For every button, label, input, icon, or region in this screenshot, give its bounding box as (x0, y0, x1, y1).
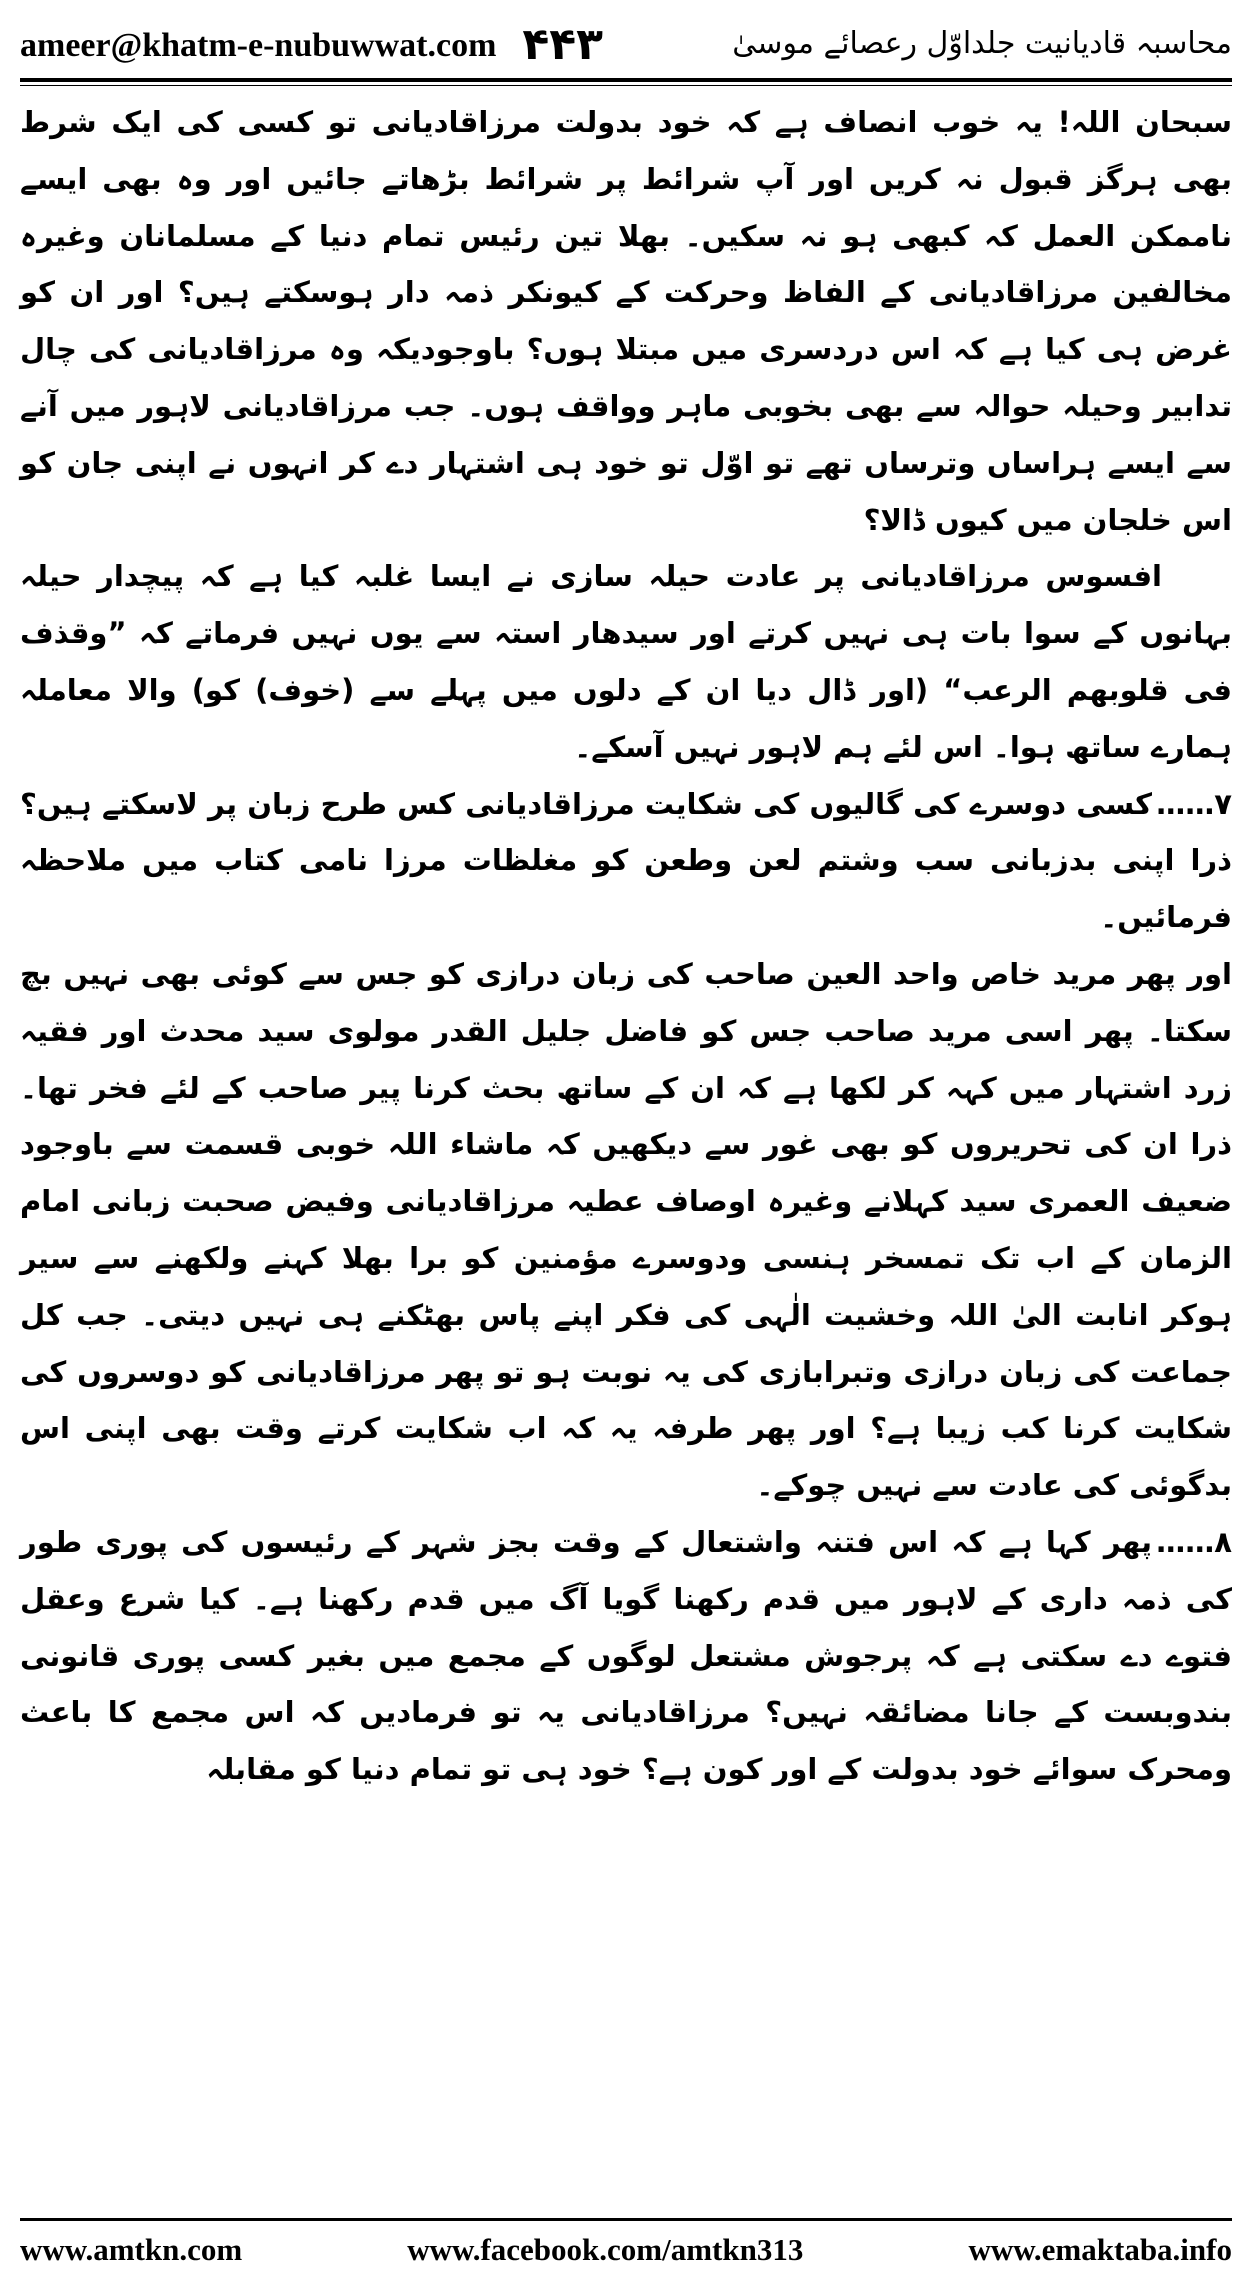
paragraph-1-text: سبحان اللہ! یہ خوب انصاف ہے کہ خود بدولت مرزاقادیانی تو کسی کی ایک شرط بھی ہرگز قبول نہ کریں اور آپ شرائط پر شرائط بڑھاتے جائیں اور وہ بھی ایسے ناممکن العمل کہ کبھی ہو نہ سکیں۔ بھلا تین رئیس تمام دنیا کے مسلمانان وغیرہ مخالفین مرزاقادیانی کے الفاظ وحرکت کے کیونکر ذمہ دار ہوسکتے ہیں؟ اور ان کو غرض ہی کیا ہے کہ اس دردسری میں مبتلا ہوں؟ باوجودیکہ وہ مرزاقادیانی کی چال تدابیر وحیلہ حوالہ سے بھی بخوبی ماہر وواقف ہوں۔ جب مرزاقادیانی لاہور میں آنے سے ایسے ہراساں وترساں تھے تو اوّل تو خود ہی اشتہار دے کر انہوں نے اپنی جان کو اس خلجان میں کیوں ڈالا؟ (20, 105, 1232, 537)
footer-link-emaktaba[interactable]: www.emaktaba.info (968, 2232, 1232, 2267)
paragraph-1 (20, 94, 1232, 548)
page-header (20, 0, 1232, 74)
footer-link-amtkn[interactable]: www.amtkn.com (20, 2232, 243, 2267)
paragraph-4 (20, 946, 1232, 1514)
footer-link-facebook[interactable]: www.facebook.com/amtkn313 (407, 2232, 804, 2267)
paragraph-2-text-after: “ (اور ڈال دیا ان کے دلوں میں پہلے سے (خوف) کو) والا معاملہ ہمارے ساتھ ہوا۔ اس لئے ہم لاہور نہیں آسکے۔ (20, 672, 1232, 764)
header-rule (20, 78, 1232, 86)
paragraph-2-text-before: افسوس مرزاقادیانی پر عادت حیلہ سازی نے ایسا غلبہ کیا ہے کہ پیچدار حیلہ بہانوں کے سوا بات ہی نہیں کرتے اور سیدھار استہ سے یوں نہیں فرماتے کہ ” (20, 559, 1232, 651)
page-footer (20, 2226, 1232, 2274)
book-title: محاسبہ قادیانیت جلداوّل رعصائے موسیٰ (732, 26, 1232, 61)
paragraph-5-text: پھر کہا ہے کہ اس فتنہ واشتعال کے وقت بجز شہر کے رئیسوں کی پوری طور کی ذمہ داری کے لاہور میں قدم رکھنا گویا آگ میں قدم رکھنا ہے۔ کیا شرع وعقل فتوے دے سکتی ہے کہ پرجوش مشتعل لوگوں کے مجمع میں بغیر کسی پوری قانونی بندوبست کے جانا مضائقہ نہیں؟ مرزاقادیانی یہ تو فرمادیں کہ اس مجمع کا باعث ومحرک سوائے خود بدولت کے اور کون ہے؟ خود ہی تو تمام دنیا کو مقابلہ (20, 1524, 1232, 1787)
paragraph-3-text: کسی دوسرے کی گالیوں کی شکایت مرزاقادیانی کس طرح زبان پر لاسکتے ہیں؟ ذرا اپنی بدزبانی سب وشتم لعن وطعن کو مغلظات مرزا نامی کتاب میں ملاحظہ فرمائیں۔ (20, 786, 1232, 935)
point-number-8: ۸…… (1156, 1524, 1232, 1559)
quranic-quote: وقذف فی قلوبھم الرعب (20, 616, 1232, 707)
header-email[interactable]: ameer@khatm-e-nubuwwat.com (20, 27, 497, 64)
page-body (20, 94, 1232, 2144)
footer-rule (20, 2218, 1232, 2221)
paragraph-5 (20, 1514, 1232, 1798)
page-number: ۴۴۳ (522, 19, 603, 70)
point-number-7: ۷…… (1156, 786, 1232, 821)
paragraph-3 (20, 776, 1232, 946)
paragraph-4-text: اور پھر مرید خاص واحد العین صاحب کی زبان درازی کو جس سے کوئی بھی نہیں بچ سکتا۔ پھر اسی مرید صاحب جس کو فاضل جلیل القدر مولوی سید محدث اور فقیہ زرد اشتہار میں کہہ کر لکھا ہے کہ ان کے ساتھ بحث کرنا پیر صاحب کے لئے فخر تھا۔ ذرا ان کی تحریروں کو بھی غور سے دیکھیں کہ ماشاء اللہ خوبی قسمت سے باوجود ضعیف العمری سید کہلانے وغیرہ اوصاف عطیہ مرزاقادیانی وفیض صحبت زبانی امام الزمان کے اب تک تمسخر ہنسی ودوسرے مؤمنین کو برا بھلا کہنے ولکھنے سے سیر ہوکر انابت الیٰ اللہ وخشیت الٰہی کی فکر اپنے پاس بھٹکنے ہی نہیں دیتی۔ جب کل جماعت کی زبان درازی وتبرابازی کی یہ نوبت ہو تو پھر مرزاقادیانی کو دوسروں کی شکایت کرنا کب زیبا ہے؟ اور پھر طرفہ یہ کہ اب شکایت کرتے وقت بھی اپنی اس بدگوئی کی عادت سے نہیں چوکے۔ (20, 956, 1232, 1503)
header-left (20, 20, 603, 74)
paragraph-2 (20, 548, 1232, 775)
